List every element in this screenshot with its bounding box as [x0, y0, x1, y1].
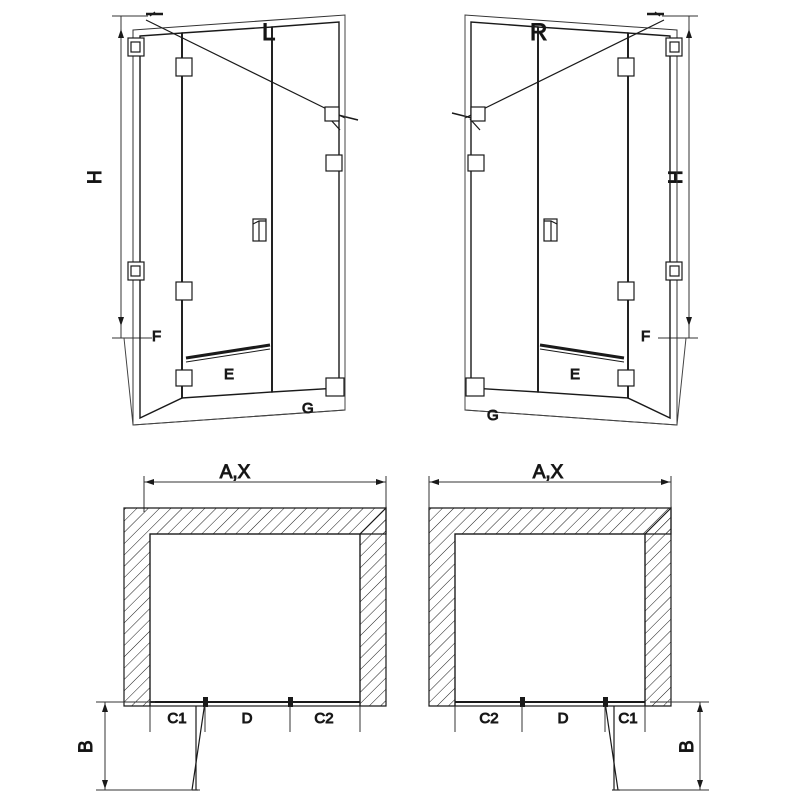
- door-swing-left: [192, 702, 205, 790]
- label-panel-f-right: F: [641, 328, 651, 345]
- dimension-width-left: [144, 476, 386, 512]
- label-segment-c2-right: C2: [479, 710, 499, 727]
- label-panel-g-right: G: [487, 407, 499, 424]
- label-height-left: H: [85, 170, 106, 184]
- label-panel-g-left: G: [302, 400, 314, 417]
- label-panel-e-left: E: [224, 366, 235, 383]
- plan-right-view: [429, 462, 709, 790]
- label-width-left: A,X: [219, 462, 251, 483]
- label-height-right: H: [666, 170, 687, 184]
- label-segment-d-right: D: [557, 710, 569, 727]
- label-depth-left: B: [76, 740, 97, 753]
- elevation-left-view: [85, 12, 358, 425]
- label-segment-d-left: D: [241, 710, 253, 727]
- elevation-right-view: [452, 12, 698, 425]
- label-panel-f-left: F: [152, 328, 162, 345]
- label-segment-c1-right: C1: [618, 710, 638, 727]
- label-segment-c2-left: C2: [314, 710, 334, 727]
- dimension-height-left: [112, 16, 152, 338]
- door-handle-right: [544, 219, 557, 241]
- label-depth-right: B: [677, 740, 698, 753]
- label-width-right: A,X: [532, 462, 564, 483]
- room-outline-left: [150, 534, 360, 706]
- room-outline-right: [455, 534, 645, 706]
- door-handle-left: [253, 219, 266, 241]
- walls-left: [124, 508, 386, 706]
- label-variant-left: L: [262, 19, 276, 46]
- hinges-left: [128, 12, 358, 396]
- label-segment-c1-left: C1: [167, 710, 187, 727]
- label-panel-e-right: E: [570, 366, 581, 383]
- glass-panels-right: [465, 15, 677, 425]
- plan-left-view: [76, 462, 386, 790]
- base-line-right: [465, 15, 686, 425]
- walls-right: [429, 508, 671, 706]
- label-variant-right: R: [530, 19, 548, 46]
- glass-panels-left: [133, 15, 345, 425]
- base-line-left: [124, 15, 345, 425]
